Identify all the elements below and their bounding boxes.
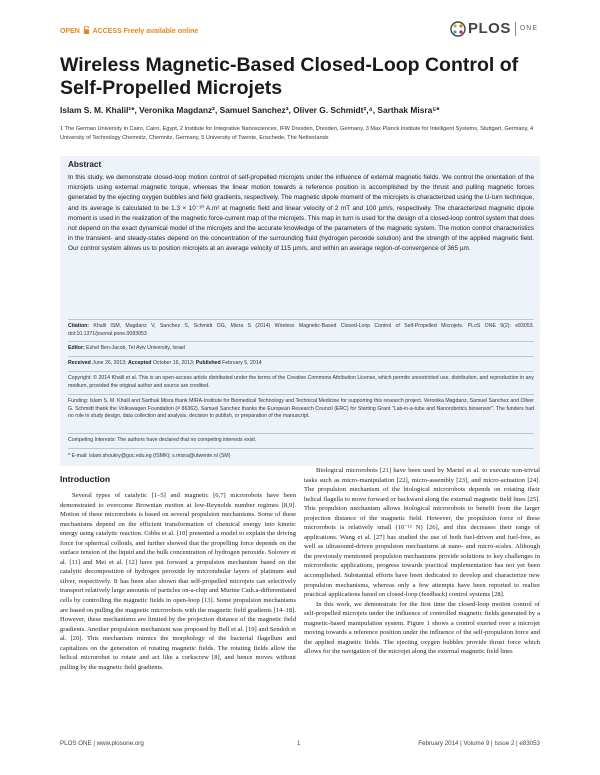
logo-divider [515, 22, 516, 36]
copyright-text: Copyright: © 2014 Khalil et al. This is an open-access article distributed under the terms of the Creative Commons Attribution License, which permits unrestricted use, distribution, and reproduction in any medium, provided the original author and source are credited. [68, 375, 534, 389]
author-list: Islam S. M. Khalil¹*, Veronika Magdanz², Samuel Sanchez³, Oliver G. Schmidt²,⁴, Sarthak Misra⁵* [60, 105, 440, 115]
footer-issue: February 2014 | Volume 9 | Issue 2 | e83053 [418, 740, 540, 747]
footer-journal: PLOS ONE | www.plosone.org [60, 740, 144, 747]
funding-divider [68, 433, 534, 434]
one-wordmark: ONE [519, 25, 538, 32]
open-lock-icon [83, 26, 90, 34]
left-paragraph: Several types of catalytic [1–5] and magnetic [6,7] microrobots have been demonstrated to overcome Brownian motion at low-Reynolds number regimes [8,9]. Motion of these microrobots is based on several propulsion mechanisms. Some of these mechanisms depend on the efficient transformation of chemical energy into kinetic energy using catalytic reaction. Gibbs et al. [10] presented a model to explain the driving force for spherical colloids, and further showed that the propelling force depends on the surface tension of the liquid and the bulk concentration of hydrogen peroxide. Solovev et al. [11] and Mei et al. [12] have put forward a propulsion mechanism based on the catalytic decomposition of hydrogen peroxide by microtubular layers of platinum and silver, respectively. It has been also shown that self-propelled microjets can selectively transport relatively large amounts of particles on-a-chip and Murine Cath.a-differentiated cells by controlling the magnetic fields in open-loop [13]. Some propulsion mechanisms are based on pulling the magnetic microrobots with the magnetic field gradients [14–18]. However, these mechanisms are limited by the projection distance of the magnetic field gradients. Another propulsion mechanism was proposed by Bell et al. [19] and Sendoh et al. [20]. This mechanism mimics the morphology of the bacterial flagellum and capitalizes on the generation of rotating magnetic fields. The rotating fields allow the helical microrobot to rotate and act like a corkscrew [8], and hence moves without pulling by the magnetic field gradients. [60, 492, 296, 671]
access-label: ACCESS [92, 28, 122, 35]
right-paragraph-2: In this work, we demonstrate for the first time the closed-loop motion control of self-propelled microjets under the influence of controlled magnetic fields generated by a magnetic-based manipulation system. Figure 1 shows a control exerted over a microjet moving towards a reference position under the influence of the self-propulsion force and the applied magnetic fields. The ejecting oxygen bubbles provide thrust force which allows for the navigation of the microjet along the external magnetic field lines [304, 600, 540, 656]
page-number: 1 [297, 740, 301, 747]
citation-line: Citation: Khalil ISM, Magdanz V, Sanchez S, Schmidt OG, Misra S (2014) Wireless Magnetic-Based Closed-Loop Control of Self-Propelled Microjets. PLoS ONE 9(2): e83053. doi:10.1371/journal.pone.0083053 [68, 323, 534, 337]
competing-interests: Competing Interests: The authors have declared that no competing interests exist. [68, 437, 257, 443]
dates-divider [68, 371, 534, 372]
open-access-banner [60, 26, 198, 35]
email-line: * E-mail: islam.shoukry@guc.edu.eg (ISMK); s.misra@utwente.nl (SM) [68, 453, 231, 459]
right-column [304, 466, 540, 657]
footer-url[interactable]: www.plosone.org [96, 740, 144, 747]
editor-line: Editor: Eshel Ben-Jacob, Tel Aviv University, Israel [68, 345, 186, 351]
abstract-text: In this study, we demonstrate closed-loop motion control of self-propelled microjets under the influence of external magnetic fields. We control the orientation of the microjets using external magnetic torque, whereas the linear motion towards a reference position is accomplished by the thrust and pulling magnetic forces generated by the ejecting oxygen bubbles and field gradients, respectively. The magnetic dipole moment of the microjets is characterized using the U-turn technique, and its average is calculated to be 1.3 × 10⁻¹⁰ A.m² at magnetic field and linear velocity of 2 mT and 100 µm/s, respectively. The characterized magnetic dipole moment is used in the realization of the magnetic force-current map of the microjets. This map in turn is used for the design of a closed-loop control system that does not depend on the exact dynamical model of the microjets and the accurate knowledge of the parameters of the magnetic system. The motion control characteristics in the transient- and steady-states depend on the concentration of the surrounding fluid (hydrogen peroxide solution) and the strength of the applied magnetic field. Our control system allows us to position microjets at an average velocity of 115 µm/s, and within an average region-of-convergence of 365 µm. [68, 174, 534, 253]
open-label: OPEN [60, 28, 80, 35]
plos-logo-icon [450, 21, 466, 37]
abstract-heading: Abstract [68, 160, 102, 169]
competing-divider [68, 448, 534, 449]
copyright-divider [68, 394, 534, 395]
paper-title: Wireless Magnetic-Based Closed-Loop Control of Self-Propelled Microjets [60, 54, 519, 99]
affiliations: 1 The German University in Cairo, Cairo, Egypt, 2 Institute for Integrative Nanosciences, IFW Dresden, Dresden, Germany, 3 Max Planck Institute for Intelligent Systems, Stuttgart, Germany, 4 University of Technology Chemnitz, Chemnitz, Germany, 5 University of Twente, Enschede, The Netherlands [60, 126, 534, 141]
abstract-divider [68, 319, 534, 320]
left-column [60, 491, 296, 672]
right-paragraph-1: Biological microrobots [21] have been used by Martel et al. to execute non-trivial tasks such as micro-manipulation [22], micro-assembly [23], and micro-actuation [24]. The propulsion mechanism of the biological microrobots depends on rotating their helical flagella to move forward or backward along the external magnetic field lines [25]. This propulsion mechanism allows biological microrobots to benefit from the larger projection distance of the magnetic field. However, the propulsion force of these microrobots is relatively small (10⁻¹² N) [26], and this decreases their range of applications. Wang et al. [27] has studied the use of both fuel-driven and fuel-free, as well as ultrasound-driven propulsion mechanisms at nano- and micro-scales. Although the previously mentioned propulsion mechanisms provide solutions to key challenges in microrobotic applications, progress towards practical implementation has not yet been accomplished. Substantial efforts have been dedicated to develop and characterize new propulsion mechanisms, whereas only a few attempts have been reported to realize practical applications based on closed-loop (feedback) control systems [28]. [304, 467, 540, 599]
journal-logo [450, 20, 538, 37]
dates-line: Received June 26, 2013; Accepted October 16, 2013; Published February 5, 2014 [68, 360, 262, 366]
introduction-heading: Introduction [60, 474, 111, 484]
editor-divider [68, 356, 534, 357]
citation-divider [68, 341, 534, 342]
funding-text: Funding: Islam S. M. Khalil and Sarthak Misra thank MIRA-Institute for Biomedical Technology and Technical Medicine for supporting this research project. Veronika Magdanz, Samuel Sanchez and Oliver G. Schmidt thank the Volkswagen Foundation (# 86362). Samuel Sanchez thanks the European Research Council (ERC) for Starting Grant "Lab-in-a-tube and Nanorobotics biosensor". The funders had no role in study design, data collection and analysis, decision to publish, or preparation of the manuscript. [68, 398, 534, 420]
freely-available-label: Freely available online [123, 28, 199, 35]
plos-wordmark: PLOS [467, 20, 511, 37]
